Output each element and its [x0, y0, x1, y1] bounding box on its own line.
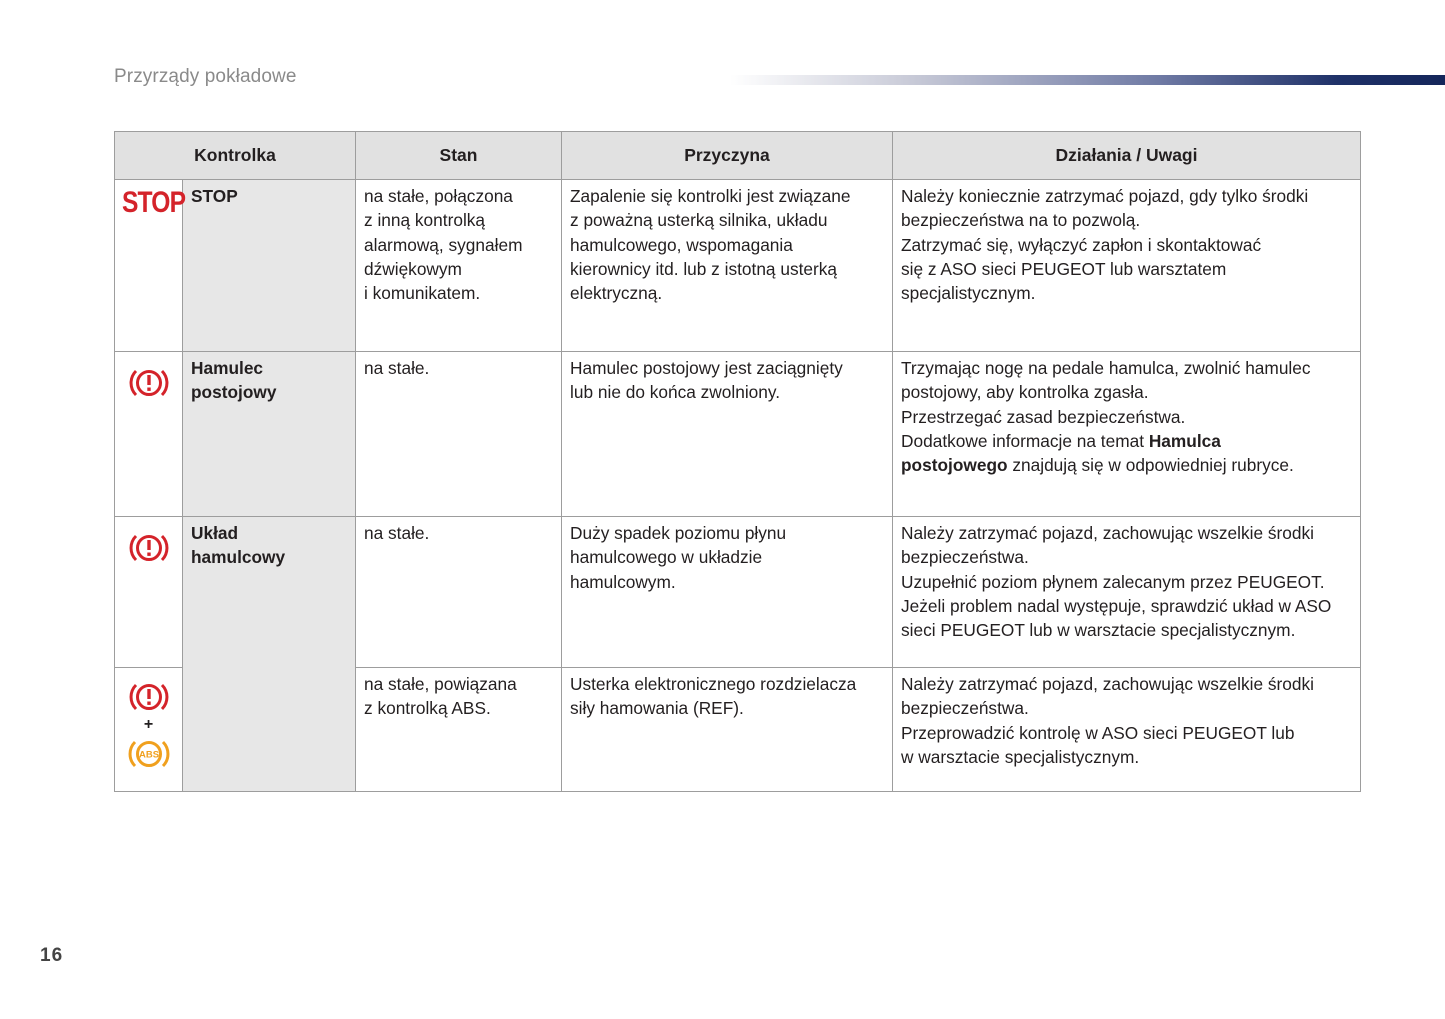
cause-cell: Duży spadek poziomu płynu hamulcowego w układzie hamulcowym. — [562, 517, 893, 668]
indicator-name: Hamulec postojowy — [183, 352, 356, 517]
icon-cell — [115, 517, 183, 668]
cause-cell: Hamulec postojowy jest zaciągnięty lub nie do końca zwolniony. — [562, 352, 893, 517]
warning-lights-table — [114, 131, 1361, 792]
section-title: Przyrządy pokładowe — [114, 66, 297, 87]
abs-icon-label: ABS — [138, 749, 159, 761]
icon-cell — [115, 668, 183, 792]
cause-cell: Usterka elektronicznego rozdzielacza siły hamowania (REF). — [562, 668, 893, 792]
table-header-row — [115, 132, 1361, 180]
action-cell: Należy zatrzymać pojazd, zachowując wszelkie środki bezpieczeństwa. Przeprowadzić kontrolę w ASO sieci PEUGEOT lub w warsztacie specjalistycznym. — [893, 668, 1361, 792]
abs-warning-icon — [125, 736, 173, 772]
state-cell: na stałe. — [356, 352, 562, 517]
state-cell: na stałe, połączona z inną kontrolką alarmową, sygnałem dźwiękowym i komunikatem. — [356, 180, 562, 352]
header-przyczyna: Przyczyna — [562, 132, 893, 180]
indicator-name: Układ hamulcowy — [183, 517, 356, 792]
icon-cell — [115, 352, 183, 517]
icon-cell — [115, 180, 186, 352]
header-gradient-bar — [730, 75, 1445, 85]
page-number: 16 — [40, 945, 64, 966]
cause-cell: Zapalenie się kontrolki jest związane z poważną usterką silnika, układu hamulcowego, wspomagania kierownicy itd. lub z istotną usterką elektryczną. — [562, 180, 893, 352]
action-cell: Należy koniecznie zatrzymać pojazd, gdy tylko środki bezpieczeństwa na to pozwolą. Zatrzymać się, wyłączyć zapłon i skontaktować się z ASO sieci PEUGEOT lub warsztatem specjalistycznym. — [893, 180, 1361, 352]
state-cell: na stałe. — [356, 517, 562, 668]
indicator-name: STOP — [183, 180, 356, 352]
table-row — [115, 517, 1361, 668]
table-row — [115, 180, 1361, 352]
brake-warning-icon — [128, 680, 170, 714]
header-kontrolka: Kontrolka — [115, 132, 356, 180]
action-bold-text: Hamulca postojowego — [901, 430, 1221, 476]
state-cell: na stałe, powiązana z kontrolką ABS. — [356, 668, 562, 792]
action-text: Trzymając nogę na pedale hamulca, zwolnić hamulec postojowy, aby kontrolka zgasła. Przestrzegać zasad bezpieczeństwa. Dodatkowe informacje na temat — [901, 358, 1311, 451]
header-stan: Stan — [356, 132, 562, 180]
action-cell — [893, 352, 1361, 517]
table-row — [115, 352, 1361, 517]
plus-sign: + — [143, 716, 154, 733]
brake-warning-icon — [128, 531, 170, 565]
stop-icon: STOP — [121, 186, 186, 219]
header-dzialania: Działania / Uwagi — [893, 132, 1361, 180]
action-text: znajdują się w odpowiedniej rubryce. — [1007, 455, 1294, 476]
action-cell: Należy zatrzymać pojazd, zachowując wszelkie środki bezpieczeństwa. Uzupełnić poziom płynem zalecanym przez PEUGEOT. Jeżeli problem nadal występuje, sprawdzić układ w ASO sieci PEUGEOT lub w warsztacie specjalistycznym. — [893, 517, 1361, 668]
brake-warning-icon — [128, 366, 170, 400]
